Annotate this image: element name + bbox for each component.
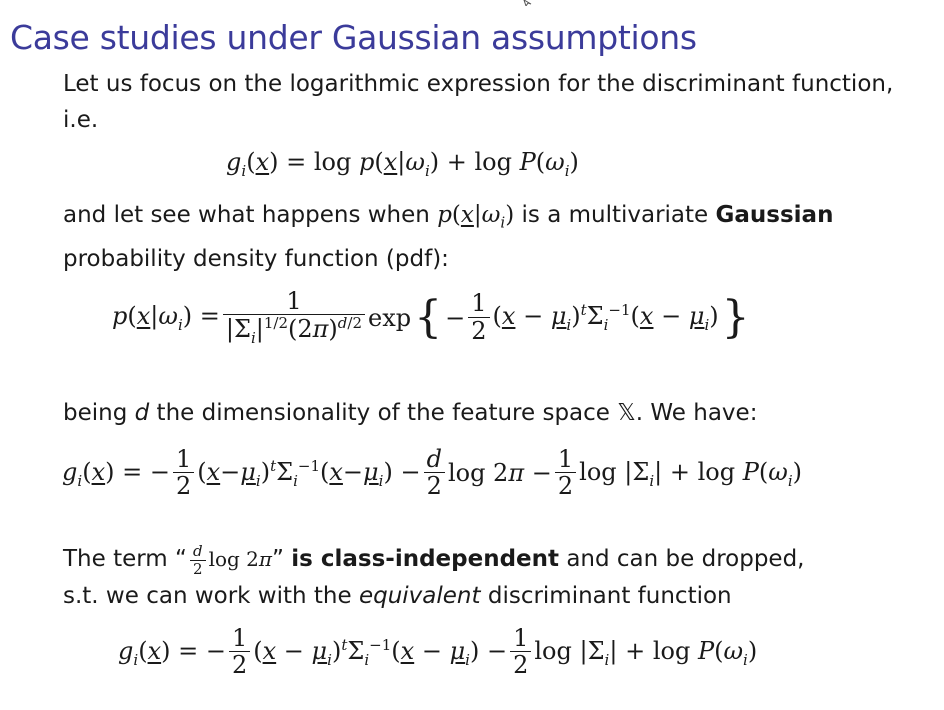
equation-equivalent-discriminant: $g_i(x)$ = − $\frac{1}{2}$ $(x - \mu_i)^t\Sigma_i^{-1}(x - \mu_i)$ − $\frac{1}{2}$ $\log |\Sigma_i| + \log P(\omega_i)$: [118, 624, 758, 680]
equation-discriminant-gaussian: $g_i(x)$ = − $\frac{1}{2}$ $(x-\mu_i)^t\Sigma_i^{-1}(x-\mu_i)$ − $\frac{d}{2}$ log 2π − $\frac{1}{2}$ $\log |\Sigma_i| + \log P(\omega_i)$: [62, 445, 802, 501]
dimensionality-paragraph: being d the dimensionality of the feature space 𝕏. We have:: [63, 400, 758, 426]
slide-title: Case studies under Gaussian assumptions: [10, 18, 697, 57]
intro-paragraph: Let us focus on the logarithmic expression for the discriminant function, i.e.: [63, 71, 894, 133]
mouse-cursor-icon: [522, 0, 534, 6]
equation-gaussian-pdf: $p(x|\omega_i)$ = $\frac{1}{|\Sigma_i|^{1/2}(2\pi)^{d/2}}$ exp { − $\frac{1}{2}$ $(x - \mu_i)^t\Sigma_i^{-1}(x - \mu_i)$ }: [112, 287, 750, 348]
class-independent-paragraph: The term “ $\frac{d}{2}$ log 2π” is class-independent and can be dropped,: [63, 542, 805, 578]
equivalent-paragraph: s.t. we can work with the equivalent discriminant function: [63, 583, 732, 609]
equation-discriminant-log: $g_i(x) = \log p(x|\omega_i) + \log P(\omega_i)$: [226, 148, 579, 180]
gaussian-paragraph: and let see what happens when $p(x|\omega_i)$ is a multivariate Gaussian probability density function (pdf):: [63, 202, 834, 272]
